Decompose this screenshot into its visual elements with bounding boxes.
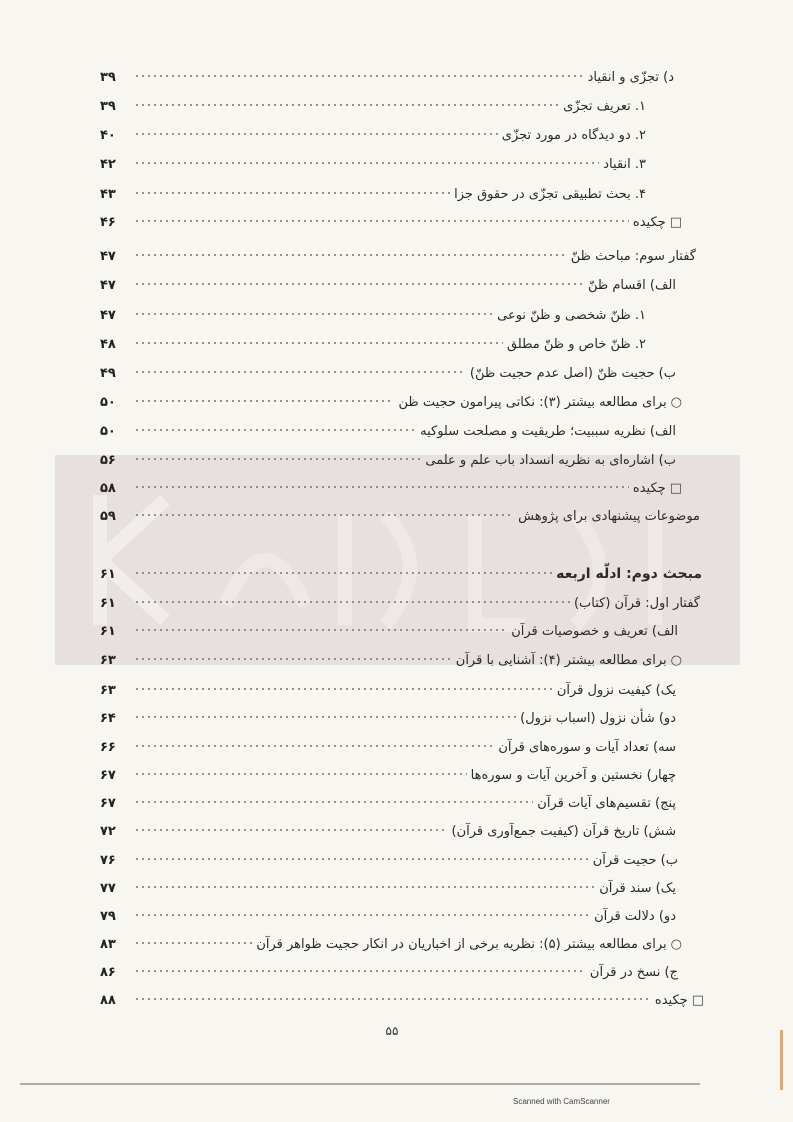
toc-entry — [100, 785, 680, 811]
toc-entry — [100, 898, 680, 924]
toc-title-text: الف) نظریه سببیت؛ طریقیت و مصلحت سلوکیه — [420, 424, 676, 439]
toc-title-text: مبحث دوم: ادلّه اربعه — [556, 566, 702, 582]
toc-title — [588, 275, 680, 297]
toc-page-number: ۶۱ — [100, 624, 116, 639]
toc-entry — [100, 642, 682, 668]
dot-leader — [134, 585, 570, 607]
toc-title-text: ۱. ظنّ شخصی و ظنّ نوعی — [497, 308, 646, 323]
dot-leader — [134, 413, 416, 435]
dot-leader — [134, 442, 421, 464]
bullet-icon: ○ — [670, 937, 682, 952]
toc-title — [498, 737, 680, 759]
toc-entry — [100, 757, 680, 783]
toc-entry — [100, 613, 682, 639]
dot-leader — [134, 267, 584, 289]
toc-entry — [100, 384, 682, 410]
toc-entry — [100, 297, 650, 323]
toc-page-number: ۶۱ — [100, 567, 116, 582]
toc-page-number: ۵۶ — [100, 453, 116, 468]
toc-title — [588, 67, 678, 89]
toc-title-text: برای مطالعه بیشتر (۴): آشنایی با قرآن — [455, 653, 667, 668]
toc-page-number: ۴۸ — [100, 337, 116, 352]
dot-leader — [134, 785, 533, 807]
dot-leader — [134, 813, 448, 835]
toc-page-number: ۷۲ — [100, 824, 116, 839]
toc-title — [655, 990, 704, 1012]
toc-page-number: ۶۳ — [100, 653, 116, 668]
toc-entry — [100, 146, 650, 172]
dot-leader — [134, 297, 493, 319]
toc-title — [470, 363, 680, 385]
dot-leader — [134, 842, 589, 864]
toc-title — [537, 793, 680, 815]
toc-entry — [100, 355, 680, 381]
bullet-icon: □ — [669, 215, 682, 230]
dot-leader — [134, 870, 595, 892]
toc-title-text: الف) اقسام ظنّ — [587, 278, 676, 293]
toc-entry — [100, 813, 680, 839]
dot-leader — [134, 982, 651, 1004]
toc-title — [603, 154, 650, 176]
toc-title-text: دو) دلالت قرآن — [594, 909, 676, 924]
toc-title-text: ۲. دو دیدگاه در مورد تجزّی — [501, 128, 646, 143]
dot-leader — [134, 146, 599, 168]
toc-title — [571, 246, 700, 268]
toc-title-text: ب) اشاره‌ای به نظریه انسداد باب علم و علمی — [425, 453, 676, 468]
toc-title-text: ۲. ظنّ خاص و ظنّ مطلق — [506, 337, 646, 352]
toc-title-text: برای مطالعه بیشتر (۵): نظریه برخی از اخباریان در انکار حجیت ظواهر قرآن — [256, 937, 667, 952]
toc-page-number: ۳۹ — [100, 70, 116, 85]
dot-leader — [134, 88, 559, 110]
toc-page-number: ۸۸ — [100, 993, 116, 1008]
toc-page-number: ۴۷ — [100, 308, 116, 323]
toc-title-text: چکیده — [632, 215, 666, 230]
toc-title — [454, 184, 650, 206]
toc-page-number: ۷۶ — [100, 853, 116, 868]
dot-leader — [134, 556, 552, 578]
toc-entry — [100, 413, 680, 439]
toc-title-text: دو) شأن نزول (اسباب نزول) — [520, 711, 676, 726]
toc-entry — [100, 672, 680, 698]
toc-page-number: ۸۶ — [100, 965, 116, 980]
toc-page-number: ۴۷ — [100, 249, 116, 264]
toc-entry — [100, 585, 704, 611]
toc-page-number: ۶۷ — [100, 796, 116, 811]
toc-entry — [100, 842, 682, 868]
toc-title-text: گفتار اول: قرآن (کتاب) — [573, 596, 700, 611]
toc-page-number: ۵۹ — [100, 509, 116, 524]
toc-entry — [100, 470, 682, 496]
toc-entry — [100, 88, 650, 114]
dot-leader — [134, 898, 590, 920]
toc-page-number: ۸۳ — [100, 937, 116, 952]
dot-leader — [134, 613, 507, 635]
toc-title-text: الف) تعریف و خصوصیات قرآن — [511, 624, 678, 639]
toc-page-number: ۴۷ — [100, 278, 116, 293]
toc-page-number: ۶۶ — [100, 740, 116, 755]
toc-page-number: ۳۹ — [100, 99, 116, 114]
toc-title — [511, 621, 682, 643]
dot-leader — [134, 672, 553, 694]
toc-title-text: ۳. انقیاد — [603, 157, 646, 172]
toc-title — [574, 593, 704, 615]
dot-leader — [134, 498, 514, 520]
dot-leader — [134, 757, 467, 779]
toc-entry — [100, 176, 650, 202]
toc-title-text: د) تجزّی و انقیاد — [587, 70, 674, 85]
dot-leader — [134, 729, 494, 751]
toc-entry — [100, 982, 704, 1008]
toc-page-number: ۵۸ — [100, 481, 116, 496]
toc-title — [398, 392, 682, 414]
toc-title-text: ۱. تعریف تجزّی — [563, 99, 646, 114]
toc-title — [557, 680, 680, 702]
toc-title-text: یک) کیفیت نزول قرآن — [556, 683, 676, 698]
scanner-credit: Scanned with CamScanner — [513, 1097, 610, 1106]
toc-title-text: چکیده — [654, 993, 688, 1008]
toc-title — [633, 478, 682, 500]
toc-title — [518, 506, 704, 528]
toc-page-number: ۶۱ — [100, 596, 116, 611]
toc-entry — [100, 498, 704, 524]
toc-title-text: ج) نسخ در قرآن — [589, 965, 678, 980]
toc-entry — [100, 267, 680, 293]
toc-title-text: موضوعات پیشنهادی برای پژوهش — [518, 509, 700, 524]
dot-leader — [134, 59, 584, 81]
toc-title — [520, 708, 680, 730]
dot-leader — [134, 384, 394, 406]
bullet-icon: □ — [691, 993, 704, 1008]
toc-title-text: گفتار سوم: مباحث ظنّ — [570, 249, 696, 264]
dot-leader — [134, 700, 516, 722]
toc-entry — [100, 59, 678, 85]
toc-page-number: ۷۹ — [100, 909, 116, 924]
toc-title-text: ب) حجیت ظنّ (اصل عدم حجیت ظنّ) — [469, 366, 676, 381]
page-edge-shadow — [780, 1030, 783, 1090]
toc-page-number: ۴۹ — [100, 366, 116, 381]
bullet-icon: ○ — [670, 653, 682, 668]
toc-title — [452, 821, 681, 843]
toc-section-heading — [100, 556, 706, 582]
dot-leader — [134, 954, 586, 976]
toc-entry — [100, 117, 650, 143]
toc-title-text: برای مطالعه بیشتر (۳): نکاتی پیرامون حجیت ظن — [398, 395, 667, 410]
toc-title-text: شش) تاریخ قرآن (کیفیت جمع‌آوری قرآن) — [451, 824, 676, 839]
dot-leader — [134, 470, 629, 492]
toc-title — [256, 934, 682, 956]
dot-leader — [134, 355, 466, 377]
toc-title — [599, 878, 680, 900]
toc-entry — [100, 729, 680, 755]
toc-title — [502, 125, 650, 147]
dot-leader — [134, 204, 629, 226]
toc-title — [563, 96, 650, 118]
toc-title — [471, 765, 680, 787]
toc-title-text: ۴. بحث تطبیقی تجزّی در حقوق جزا — [454, 187, 646, 202]
toc-title-text: یک) سند قرآن — [599, 881, 676, 896]
toc-entry — [100, 204, 682, 230]
toc-title — [594, 906, 680, 928]
toc-title-text: چهار) نخستین و آخرین آیات و سوره‌ها — [470, 768, 676, 783]
toc-title — [593, 850, 682, 872]
toc-entry — [100, 954, 682, 980]
toc-title — [497, 305, 650, 327]
toc-title — [590, 962, 682, 984]
dot-leader — [134, 176, 450, 198]
toc-title-text: چکیده — [632, 481, 666, 496]
toc-title-text: ب) حجیت قرآن — [592, 853, 678, 868]
toc-page-number: ۴۶ — [100, 215, 116, 230]
toc-entry — [100, 926, 682, 952]
dot-leader — [134, 238, 567, 260]
toc-page-number: ۷۷ — [100, 881, 116, 896]
toc-title — [425, 450, 680, 472]
bullet-icon: □ — [669, 481, 682, 496]
toc-page-number: ۴۳ — [100, 187, 116, 202]
toc-entry — [100, 326, 650, 352]
bullet-icon: ○ — [670, 395, 682, 410]
toc-title — [633, 212, 682, 234]
toc-entry — [100, 700, 680, 726]
toc-title-text: سه) تعداد آیات و سوره‌های قرآن — [498, 740, 676, 755]
toc-page-number: ۶۳ — [100, 683, 116, 698]
toc-title-text: پنج) تقسیم‌های آیات قرآن — [537, 796, 676, 811]
scan-edge-line — [20, 1083, 700, 1085]
toc-page-number: ۵۰ — [100, 395, 116, 410]
toc-entry — [100, 238, 700, 264]
toc-page-number: ۶۷ — [100, 768, 116, 783]
dot-leader — [134, 117, 498, 139]
toc-entry — [100, 870, 680, 896]
toc-title — [456, 650, 682, 672]
toc-title — [556, 563, 706, 585]
toc-title — [420, 421, 680, 443]
dot-leader — [134, 926, 252, 948]
toc-page-number: ۶۴ — [100, 711, 116, 726]
dot-leader — [134, 642, 452, 664]
toc-title — [507, 334, 650, 356]
toc-page-number: ۴۰ — [100, 128, 116, 143]
toc-page-number: ۴۲ — [100, 157, 116, 172]
toc-page-number: ۵۰ — [100, 424, 116, 439]
dot-leader — [134, 326, 503, 348]
page-folio: ۵۵ — [385, 1024, 399, 1038]
toc-entry — [100, 442, 680, 468]
